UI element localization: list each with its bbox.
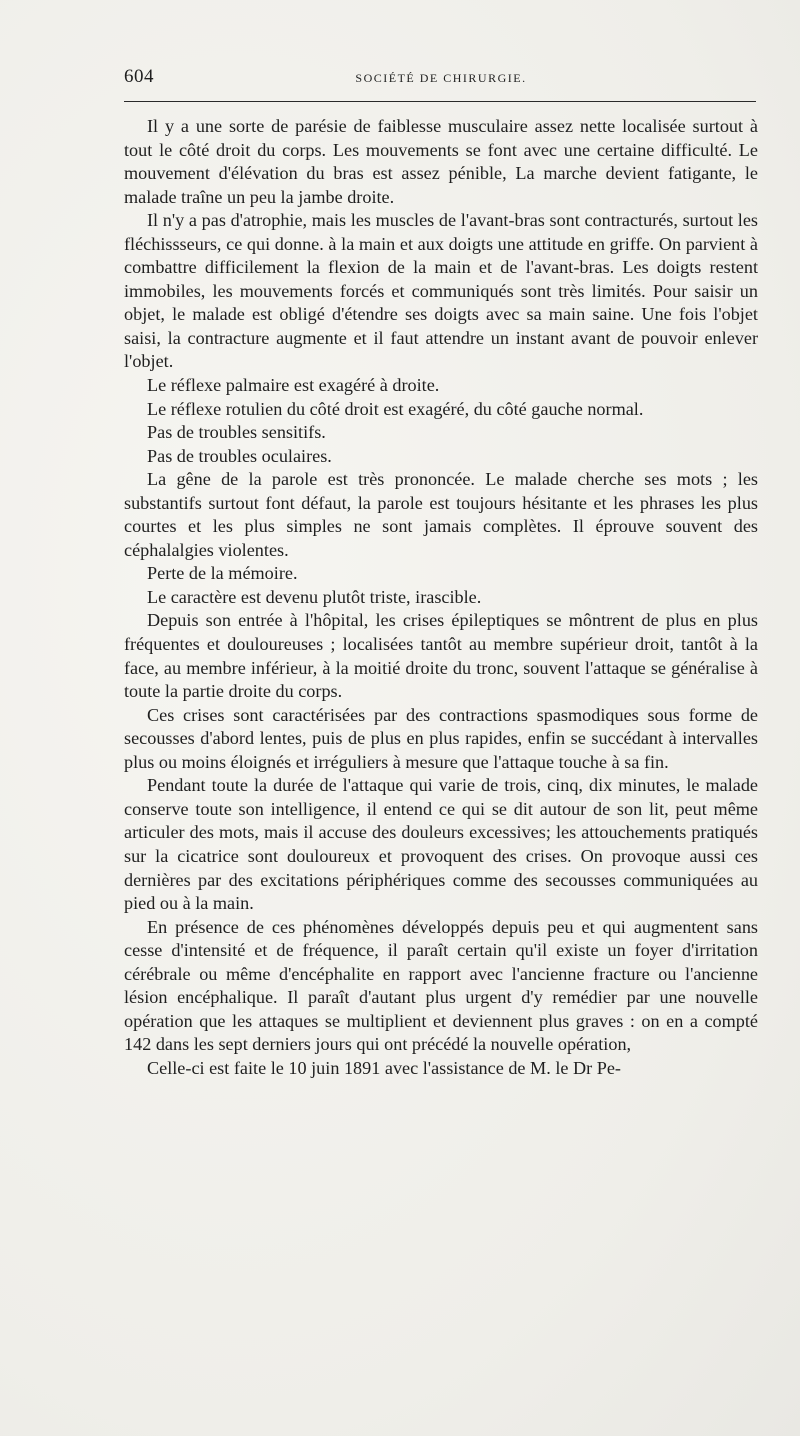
paragraph-operation: Celle-ci est faite le 10 juin 1891 avec l'assistance de M. le Dr Pe-	[147, 1057, 621, 1078]
paragraph-crises: Depuis son entrée à l'hôpital, les crises épileptiques se môntrent de plus en plus fréquentes et douloureuses ; localisées tantôt au membre supérieur droit, tantôt à la face, au membre inférieur, à la moitié droite du tronc, souvent l'attaque se généralise à toute la partie droite du corps.	[124, 610, 758, 702]
paragraph-parole: La gêne de la parole est très prononcée. Le malade cherche ses mots ; les substantifs surtout font défaut, la parole est toujours hésitante et les phrases les plus courtes et les plus simples ne sont jamais complètes. Il éprouve souvent des céphalalgies violentes.	[124, 469, 758, 560]
paragraph-troubles-sensitifs: Pas de troubles sensitifs.	[147, 422, 326, 443]
page-header	[124, 66, 758, 94]
paragraph-contractions: Ces crises sont caractérisées par des contractions spasmodiques sous forme de secousses d'abord lentes, puis de plus en plus rapides, enfin se succédant à intervalles plus ou moins éloignés et irréguliers à mesure que l'attaque touche à sa fin.	[124, 704, 758, 772]
paragraph-caractere: Le caractère est devenu plutôt triste, irascible.	[147, 586, 482, 607]
header-rule	[124, 101, 756, 102]
paragraph-atrophie: Il n'y a pas d'atrophie, mais les muscles de l'avant-bras sont contracturés, surtout les fléchissseurs, ce qui donne. à la main et aux doigts une attitude en griffe. On parvient à combattre difficilement la flexion de la main et de l'avant-bras. Les doigts restent immobiles, les mouvements forcés et communiqués sont très limités. Pour saisir un objet, le malade est obligé d'étendre ses doigts avec sa main saine. Une fois l'objet saisi, la contracture augmente et il faut attendre un instant avant de pouvoir enlever l'objet.	[124, 210, 758, 372]
page-number: 604	[124, 66, 154, 87]
paragraph-memoire: Perte de la mémoire.	[147, 563, 298, 584]
paragraph-troubles-oculaires: Pas de troubles oculaires.	[147, 445, 332, 466]
paragraph-reflexe-rotulien: Le réflexe rotulien du côté droit est exagéré, du côté gauche normal.	[147, 398, 644, 419]
paragraph-phenomenes: En présence de ces phénomènes développés depuis peu et qui augmentent sans cesse d'intensité et de fréquence, il paraît certain qu'il existe un foyer d'irritation cérébrale ou même d'encéphalite en rapport avec l'ancienne fracture ou l'ancienne lésion encéphalique. Il paraît d'autant plus urgent d'y remédier par une nouvelle opération que les attaques se multiplient et deviennent plus graves : on en a compté 142 dans les sept derniers jours qui ont précédé la nouvelle opération,	[124, 916, 758, 1055]
paragraph-paresie: Il y a une sorte de parésie de faiblesse musculaire assez nette localisée surtout à tout le côté droit du corps. Les mouvements se font avec une certaine difficulté. Le mouvement d'élévation du bras est assez pénible, La marche devient fatigante, le malade traîne un peu la jambe droite.	[124, 116, 758, 207]
running-title: SOCIÉTÉ DE CHIRURGIE.	[355, 71, 527, 85]
paragraph-attaque: Pendant toute la durée de l'attaque qui varie de trois, cinq, dix minutes, le malade conserve toute son intelligence, il entend ce qui se dit autour de son lit, peut même articuler des mots, mais il accuse des douleurs excessives; les attouchements pratiqués sur la cicatrice sont douloureux et provoquent des crises. On provoque aussi ces dernières par des excitations périphériques comme des secousses communiquées au pied ou à la main.	[124, 775, 758, 914]
body-text	[124, 115, 758, 1080]
paragraph-reflexe-palmaire: Le réflexe palmaire est exagéré à droite.	[147, 375, 440, 396]
